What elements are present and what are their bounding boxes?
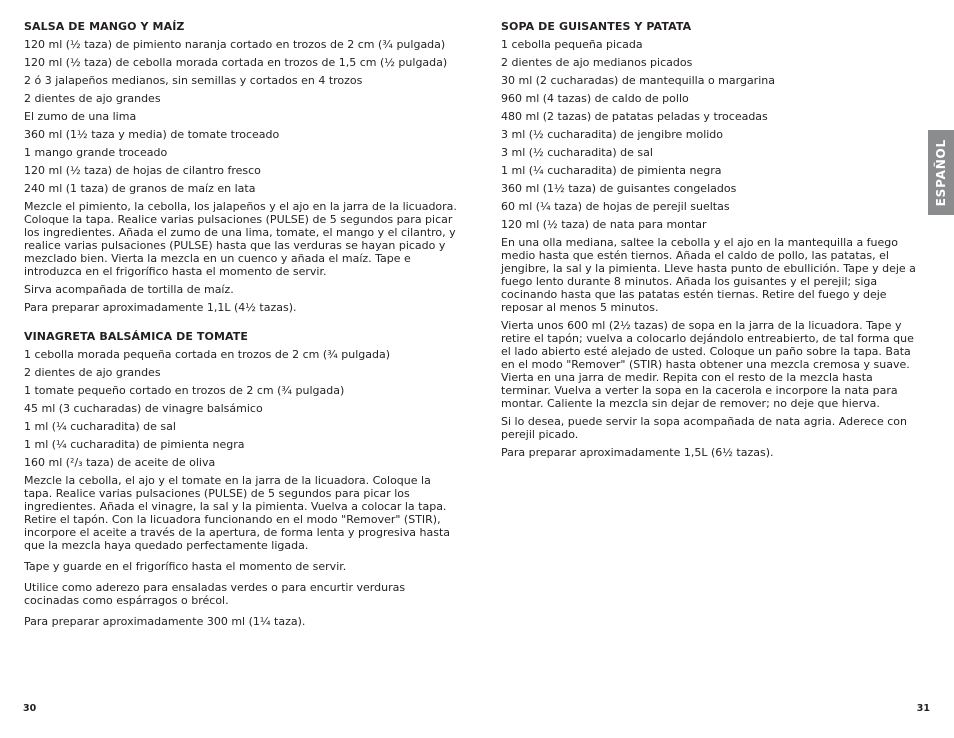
ingredient-line: 45 ml (3 cucharadas) de vinagre balsámico [24,402,263,415]
ingredient-line: 2 dientes de ajo medianos picados [501,56,693,69]
language-tab [928,130,954,215]
ingredient-line: 1 mango grande troceado [24,146,168,159]
serving-note: Sirva acompañada de tortilla de maíz. [24,283,234,296]
instruction-paragraph: Mezcle el pimiento, la cebolla, los jalapeños y el ajo en la jarra de la licuadora. Coloque la tapa. Realice varias pulsaciones (PULSE) de 5 segundos para picar los ingredientes. Añada el zumo de una lima, tomate, el mango y el cilantro, y realice varias pulsaciones (PULSE) hasta que las verduras se hayan picado y mezclado bien. Vierta la mezcla en un cuenco y añada el maíz. Tape e introduzca en el frigorífico hasta el momento de servir. [24,200,457,278]
storage-note: Tape y guarde en el frigorífico hasta el momento de servir. [24,560,347,573]
ingredient-line: 30 ml (2 cucharadas) de mantequilla o margarina [501,74,775,87]
ingredient-line: 2 ó 3 jalapeños medianos, sin semillas y cortados en 4 trozos [24,74,363,87]
ingredient-line: 240 ml (1 taza) de granos de maíz en lata [24,182,256,195]
instruction-paragraph: Mezcle la cebolla, el ajo y el tomate en la jarra de la licuadora. Coloque la tapa. Realice varias pulsaciones (PULSE) de 5 segundos para picar los ingredientes. Añada el vinagre, la sal y la pimienta. Vuelva a colocar la tapa. Retire el tapón. Con la licuadora funcionando en el modo "Remover" (STIR), incorpore el aceite a través de la apertura, de forma lenta y progresiva hasta que la mezcla haya quedado perfectamente ligada. [24,474,451,552]
language-tab-label: ESPAÑOL [934,138,948,207]
ingredient-line: 1 ml (¼ cucharadita) de sal [24,420,176,433]
right-page-column [501,20,921,475]
ingredient-line: 2 dientes de ajo grandes [24,366,161,379]
ingredient-line: 1 tomate pequeño cortado en trozos de 2 cm (¾ pulgada) [24,384,345,397]
serving-note: Si lo desea, puede servir la sopa acompañada de nata agria. Aderece con perejil picado. [501,415,907,441]
ingredient-line: 2 dientes de ajo grandes [24,92,161,105]
ingredient-line: 1 cebolla morada pequeña cortada en trozos de 2 cm (¾ pulgada) [24,348,391,361]
recipe-mango-corn-salsa [24,20,460,314]
recipe-title: VINAGRETA BALSÁMICA DE TOMATE [24,330,248,343]
ingredient-line: 1 cebolla pequeña picada [501,38,643,51]
ingredient-line: 960 ml (4 tazas) de caldo de pollo [501,92,689,105]
yield-note: Para preparar aproximadamente 1,5L (6½ tazas). [501,446,774,459]
yield-note: Para preparar aproximadamente 1,1L (4½ tazas). [24,301,297,314]
ingredient-line: 360 ml (1½ taza y media) de tomate troceado [24,128,280,141]
ingredient-line: 160 ml (²/₃ taza) de aceite de oliva [24,456,216,469]
ingredient-line: 60 ml (¼ taza) de hojas de perejil sueltas [501,200,730,213]
page-number-right: 31 [916,703,930,714]
ingredient-line: 480 ml (2 tazas) de patatas peladas y troceadas [501,110,768,123]
ingredient-line: El zumo de una lima [24,110,137,123]
ingredient-line: 120 ml (½ taza) de cebolla morada cortada en trozos de 1,5 cm (½ pulgada) [24,56,448,69]
recipe-pea-potato-soup [501,20,921,459]
yield-note: Para preparar aproximadamente 300 ml (1¼ taza). [24,615,306,628]
recipe-balsamic-tomato-vinaigrette [24,330,460,628]
ingredient-line: 360 ml (1½ taza) de guisantes congelados [501,182,737,195]
usage-note: Utilice como aderezo para ensaladas verdes o para encurtir verduras cocinadas como espárragos o brécol. [24,581,406,607]
recipe-title: SOPA DE GUISANTES Y PATATA [501,20,692,33]
ingredient-line: 3 ml (½ cucharadita) de sal [501,146,653,159]
page-number-left: 30 [23,703,37,714]
ingredient-line: 1 ml (¼ cucharadita) de pimienta negra [24,438,245,451]
ingredient-line: 120 ml (½ taza) de hojas de cilantro fresco [24,164,261,177]
instruction-paragraph: En una olla mediana, saltee la cebolla y el ajo en la mantequilla a fuego medio hasta que estén tiernos. Añada el caldo de pollo, las patatas, el jengibre, la sal y la pimienta. Lleve hasta punto de ebullición. Tape y deje a fuego lento durante 8 minutos. Añada los guisantes y el perejil; siga cocinando hasta que las patatas estén tiernas. Retire del fuego y deje reposar al menos 5 minutos. [501,236,916,314]
left-page-column [24,20,460,644]
ingredient-line: 120 ml (½ taza) de pimiento naranja cortado en trozos de 2 cm (¾ pulgada) [24,38,446,51]
ingredient-line: 3 ml (½ cucharadita) de jengibre molido [501,128,724,141]
ingredient-line: 1 ml (¼ cucharadita) de pimienta negra [501,164,722,177]
instruction-paragraph: Vierta unos 600 ml (2½ tazas) de sopa en la jarra de la licuadora. Tape y retire el tapón; vuelva a colocarlo dejándolo entreabierto, de tal forma que el lado abierto esté alejado de usted. Coloque un paño sobre la tapa. Bata en el modo "Remover" (STIR) hasta obtener una mezcla cremosa y suave. Vierta en una jarra de medir. Repita con el resto de la mezcla hasta terminar. Vuelva a verter la sopa en la cacerola e incorpore la nata para montar. Caliente la mezcla sin dejar de remover; no deje que hierva. [501,319,914,410]
recipe-title: SALSA DE MANGO Y MAÍZ [24,20,185,33]
ingredient-line: 120 ml (½ taza) de nata para montar [501,218,707,231]
